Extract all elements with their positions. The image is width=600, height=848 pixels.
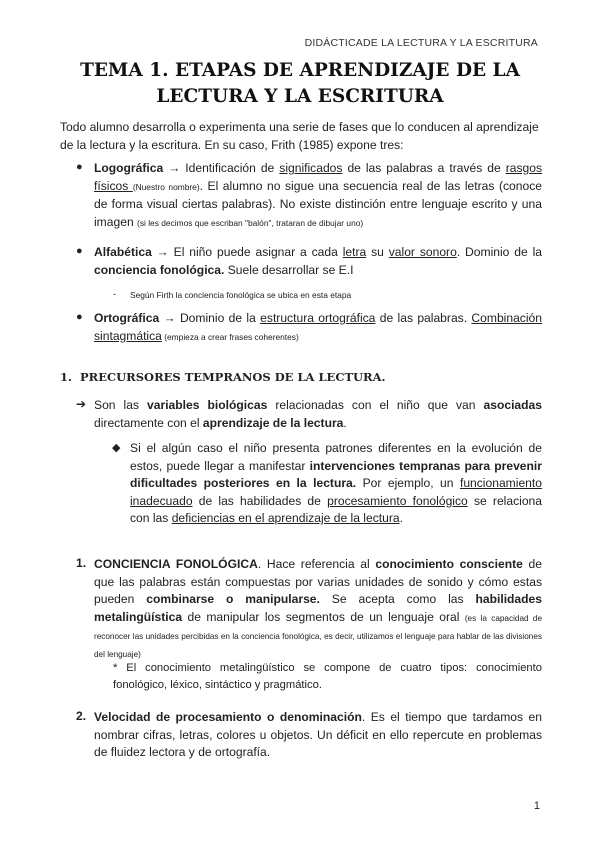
running-header: DIDÁCTICADE LA LECTURA Y LA ESCRITURA bbox=[304, 37, 538, 49]
dash-icon: - bbox=[113, 289, 116, 299]
arrow-bullet-icon: ➔ bbox=[76, 397, 87, 411]
side-note: (si les decimos que escriban "balón", trataran de dibujar uno) bbox=[137, 217, 364, 228]
page-title bbox=[0, 58, 600, 110]
item-conciencia-fonologica: CONCIENCIA FONOLÓGICA. Hace referencia al conocimiento consciente de que las palabras están compuestas por varias unidades de sonido y cómo estas pueden combinarse o manipularse. Se acepta como las habilidades metalingüística de manipular los segmentos de un lenguaje oral (es la capacidad de reconocer las unidades percibidas en la conciencia fonológica, es decir, utilizamos el lenguaje para hablar de las divisiones del lenguaje) bbox=[94, 557, 543, 659]
section-heading: 1. PRECURSORES TEMPRANOS DE LA LECTURA. bbox=[60, 370, 386, 384]
bullet-icon: ● bbox=[76, 245, 83, 257]
underlined-term: estructura ortográfica bbox=[260, 311, 376, 325]
side-note: (empieza a crear frases coherentes) bbox=[161, 331, 299, 342]
stage-ortografica: Ortográfica → Dominio de la estructura ortográfica de las palabras. Combinación sintagmática (empieza a crear frases coherentes) bbox=[94, 311, 542, 343]
arrow-icon: → bbox=[151, 245, 174, 259]
stage-name: Logográfica bbox=[94, 161, 164, 175]
arrow-icon: → bbox=[163, 161, 186, 175]
underlined-term: significados bbox=[279, 161, 343, 175]
underlined-term: procesamiento fonológico bbox=[327, 493, 468, 508]
item-number: 1. bbox=[76, 556, 87, 570]
underlined-term: deficiencias en el aprendizaje de la lectura bbox=[171, 511, 400, 526]
diamond-bullet-icon: ◆ bbox=[112, 442, 121, 454]
stage-logografica: Logográfica → Identificación de significados de las palabras a través de rasgos físicos (Nuestro nombre). El alumno no sigue una secuencia real de las letras (conoce de forma visual ciertas palabras). No existe distinción entre lenguaje escrito y una imagen (si les decimos que escriban "balón", trataran de dibujar uno) bbox=[94, 161, 543, 229]
page-number: 1 bbox=[533, 800, 540, 812]
underlined-term: Combinación sintagmática bbox=[94, 311, 542, 343]
sub-note: Según Firth la conciencia fonológica se ubica en esta etapa bbox=[130, 290, 352, 300]
underlined-term: rasgos físicos bbox=[94, 161, 543, 193]
bullet-icon: ● bbox=[76, 311, 83, 323]
side-note: (Nuestro nombre) bbox=[132, 181, 200, 192]
bullet-icon: ● bbox=[76, 161, 83, 173]
stage-name: Ortográfica bbox=[94, 311, 160, 325]
title-line-1: TEMA 1. ETAPAS DE APRENDIZAJE DE LA bbox=[80, 60, 520, 81]
item-velocidad-procesamiento: Velocidad de procesamiento o denominación. Es el tiempo que tardamos en nombrar cifras, letras, colores u objetos. Un déficit en ello repercute en problemas de fluidez lectora y de ortografía. bbox=[94, 710, 542, 760]
star-note: * El conocimiento metalingüístico se compone de cuatro tipos: conocimiento fonológico, léxico, sintáctico y pragmático. bbox=[113, 662, 542, 691]
underlined-term: funcionamiento inadecuado bbox=[130, 476, 542, 508]
arrow-icon: → bbox=[159, 311, 180, 325]
diamond-item: Si el algún caso el niño presenta patrones diferentes en la evolución de estos, puede llegar a manifestar intervenciones tempranas para prevenir dificultades posteriores en la lectura. Por ejemplo, un funcionamiento inadecuado de las habilidades de procesamiento fonológico se relaciona con las deficiencias en el aprendizaje de la lectura. bbox=[130, 441, 543, 526]
intro-paragraph: Todo alumno desarrolla o experimenta una serie de fases que lo conducen al aprendizaje de la lectura y la escritura. En su caso, Frith (1985) expone tres: bbox=[60, 120, 539, 152]
stage-name: Alfabética bbox=[94, 245, 152, 259]
side-note: (es la capacidad de reconocer las unidades percibidas en la conciencia fonológica, es decir, utilizamos el lenguaje para hablar de las divisiones del lenguaje) bbox=[94, 613, 542, 659]
underlined-term: letra bbox=[342, 245, 367, 259]
stage-alfabetica: Alfabética → El niño puede asignar a cada letra su valor sonoro. Dominio de la conciencia fonológica. Suele desarrollar se E.I bbox=[94, 245, 542, 277]
item-number: 2. bbox=[76, 709, 87, 723]
arrow-item: Son las variables biológicas relacionadas con el niño que van asociadas directamente con el aprendizaje de la lectura. bbox=[94, 398, 542, 430]
title-line-2: LECTURA Y LA ESCRITURA bbox=[156, 86, 444, 107]
underlined-term: valor sonoro bbox=[388, 245, 457, 259]
